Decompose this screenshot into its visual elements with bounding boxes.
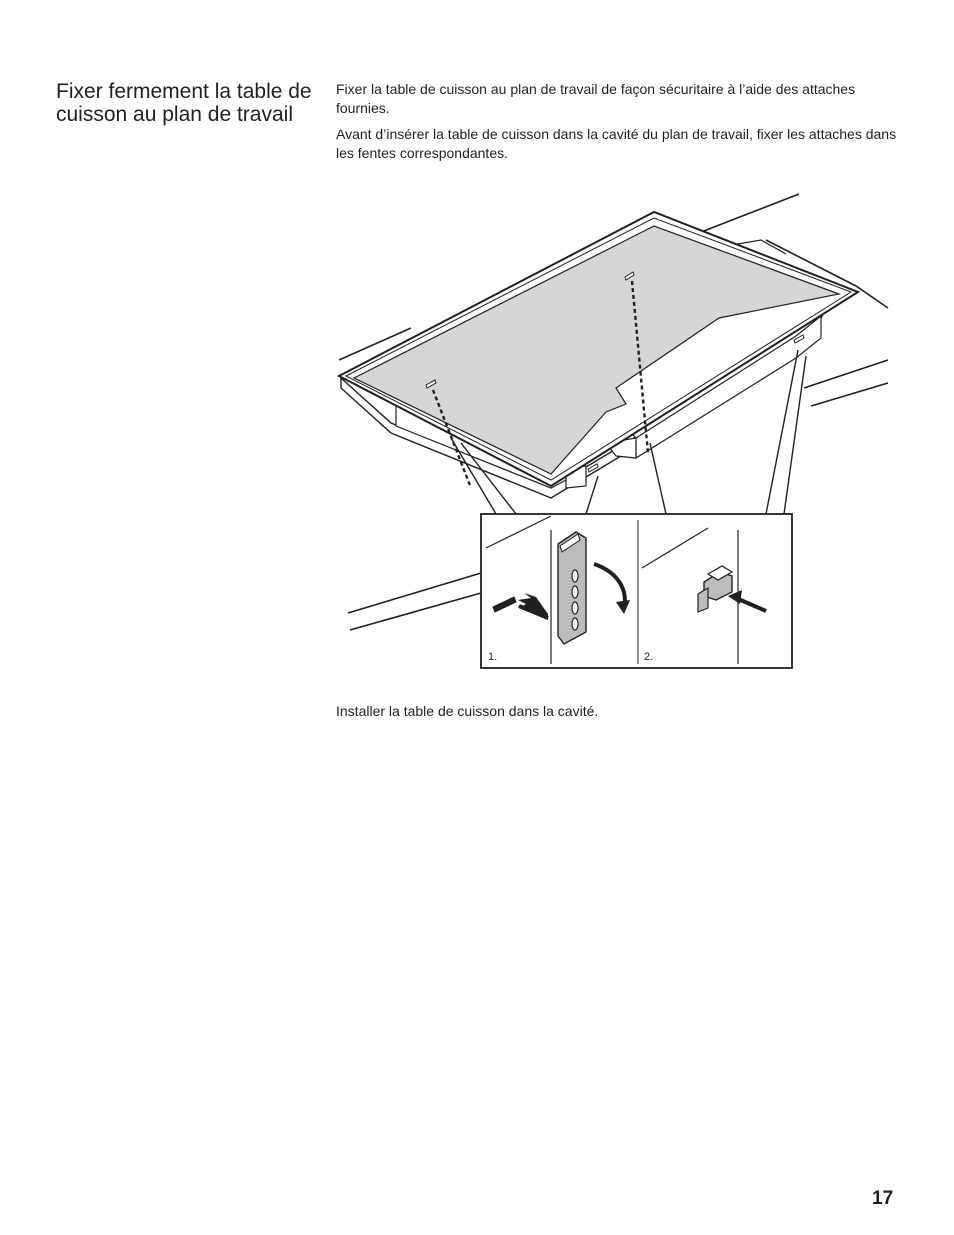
section-title: Fixer fermement la table de cuisson au plan de travail: [56, 80, 312, 126]
cooktop-clip-diagram: [336, 188, 896, 678]
body-text: [336, 80, 906, 170]
step-label-2: 2.: [644, 651, 654, 663]
clip-icon: [558, 532, 586, 644]
detail-box: [481, 514, 792, 668]
installation-illustration: [336, 188, 896, 678]
page-number: 17: [872, 1188, 894, 1209]
install-instruction: Installer la table de cuisson dans la cavité.: [336, 703, 599, 719]
step-label-1: 1.: [488, 651, 498, 663]
paragraph-intro: Fixer la table de cuisson au plan de travail de façon sécuritaire à l’aide des attaches fournies.: [336, 81, 856, 116]
paragraph-instructions: Avant d’insérer la table de cuisson dans la cavité du plan de travail, fixer les attaches dans les fentes correspondantes.: [336, 126, 897, 161]
